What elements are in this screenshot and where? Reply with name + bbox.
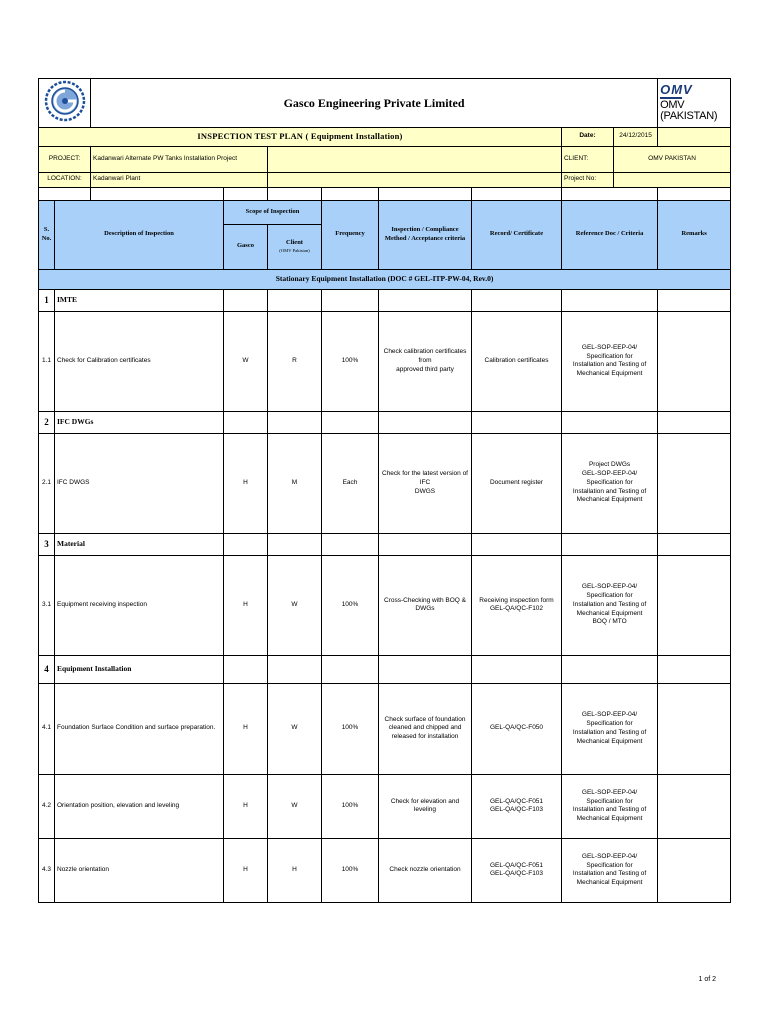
section-number: 1 <box>39 289 55 311</box>
row-frequency: 100% <box>322 311 379 411</box>
client-value: OMV PAKISTAN <box>614 146 731 172</box>
row-method: Check nozzle orientation <box>379 838 472 902</box>
row-remarks <box>658 555 731 655</box>
omv-logo-mark: OMV <box>660 81 693 97</box>
stationary-title-row <box>39 269 731 289</box>
row-remarks <box>658 433 731 533</box>
row-reference: GEL-SOP-EEP-04/ Specification for Installation and Testing of Mechanical Equipment BOQ / MTO <box>562 555 658 655</box>
table-row <box>39 683 731 774</box>
row-gasco: W <box>224 311 268 411</box>
project-blank <box>268 146 562 172</box>
col-description: Description of Inspection <box>55 200 224 269</box>
row-remarks <box>658 311 731 411</box>
row-client: W <box>268 555 322 655</box>
inspection-test-plan-table <box>38 78 731 903</box>
location-row <box>39 172 731 187</box>
omv-logo-text: OMV (PAKISTAN) <box>660 98 718 123</box>
row-gasco: H <box>224 555 268 655</box>
col-record: Record/ Certificate <box>472 200 562 269</box>
omv-logo <box>658 79 731 128</box>
date-value: 24/12/2015 <box>614 127 658 146</box>
col-remarks: Remarks <box>658 200 731 269</box>
section-title: IFC DWGs <box>55 411 224 433</box>
page-indicator: 1 of 2 <box>698 976 716 983</box>
row-number: 3.1 <box>39 555 55 655</box>
section-row <box>39 411 731 433</box>
row-record: GEL-QA/QC-F051 GEL-QA/QC-F103 <box>472 838 562 902</box>
row-record: Receiving inspection form GEL-QA/QC-F102 <box>472 555 562 655</box>
row-description: Equipment receiving inspection <box>55 555 224 655</box>
row-method: Cross-Checking with BOQ & DWGs <box>379 555 472 655</box>
plan-title-row <box>39 127 731 146</box>
table-row <box>39 433 731 533</box>
row-reference: GEL-SOP-EEP-04/ Specification for Installation and Testing of Mechanical Equipment <box>562 683 658 774</box>
section-title: IMTE <box>55 289 224 311</box>
section-row <box>39 533 731 555</box>
row-method: Check surface of foundation cleaned and chipped and released for installation <box>379 683 472 774</box>
location-label: LOCATION: <box>39 172 91 187</box>
row-frequency: 100% <box>322 555 379 655</box>
row-number: 1.1 <box>39 311 55 411</box>
project-label: PROJECT: <box>39 146 91 172</box>
section-row <box>39 655 731 683</box>
plan-title: INSPECTION TEST PLAN ( Equipment Installation) <box>39 127 562 146</box>
row-remarks <box>658 683 731 774</box>
col-client-sub: (OMV Pakistan) <box>279 248 310 254</box>
row-frequency: 100% <box>322 838 379 902</box>
company-header-row <box>39 79 731 128</box>
col-sno: S. No. <box>39 200 55 269</box>
gasco-logo <box>39 79 91 128</box>
row-reference: GEL-SOP-EEP-04/ Specification for Installation and Testing of Mechanical Equipment <box>562 774 658 838</box>
row-description: Check for Calibration certificates <box>55 311 224 411</box>
row-number: 4.2 <box>39 774 55 838</box>
row-frequency: Each <box>322 433 379 533</box>
col-client-label: Client <box>286 239 303 247</box>
row-record: GEL-QA/QC-F051 GEL-QA/QC-F103 <box>472 774 562 838</box>
row-record: GEL-QA/QC-F050 <box>472 683 562 774</box>
row-frequency: 100% <box>322 774 379 838</box>
client-label: CLIENT: <box>562 146 614 172</box>
gasco-logo-icon <box>43 79 87 123</box>
row-method: Check for elevation and leveling <box>379 774 472 838</box>
col-frequency: Frequency <box>322 200 379 269</box>
section-row <box>39 289 731 311</box>
row-record: Calibration certificates <box>472 311 562 411</box>
row-gasco: H <box>224 774 268 838</box>
date-label: Date: <box>562 127 614 146</box>
col-reference: Reference Doc / Criteria <box>562 200 658 269</box>
row-gasco: H <box>224 433 268 533</box>
company-name: Gasco Engineering Private Limited <box>91 79 658 128</box>
row-method: Check for the latest version of IFC DWGS <box>379 433 472 533</box>
table-row <box>39 311 731 411</box>
stationary-title: Stationary Equipment Installation (DOC # GEL-ITP-PW-04, Rev.0) <box>39 269 731 289</box>
location-value: Kadanwari Plant <box>91 172 268 187</box>
section-number: 2 <box>39 411 55 433</box>
row-client: W <box>268 774 322 838</box>
row-remarks <box>658 838 731 902</box>
section-number: 4 <box>39 655 55 683</box>
row-reference: GEL-SOP-EEP-04/ Specification for Installation and Testing of Mechanical Equipment <box>562 838 658 902</box>
row-description: Foundation Surface Condition and surface preparation. <box>55 683 224 774</box>
project-no-label: Project No: <box>562 172 614 187</box>
row-method: Check calibration certificates from approved third party <box>379 311 472 411</box>
section-title: Equipment Installation <box>55 655 224 683</box>
row-client: W <box>268 683 322 774</box>
row-description: IFC DWGS <box>55 433 224 533</box>
row-client: M <box>268 433 322 533</box>
row-number: 2.1 <box>39 433 55 533</box>
row-gasco: H <box>224 838 268 902</box>
row-description: Orientation position, elevation and leveling <box>55 774 224 838</box>
row-gasco: H <box>224 683 268 774</box>
row-number: 4.3 <box>39 838 55 902</box>
spacer-row <box>39 187 731 200</box>
col-scope: Scope of Inspection <box>224 200 322 224</box>
row-client: H <box>268 838 322 902</box>
table-row <box>39 555 731 655</box>
row-record: Document register <box>472 433 562 533</box>
location-blank <box>268 172 562 187</box>
table-row <box>39 774 731 838</box>
project-row <box>39 146 731 172</box>
row-client: R <box>268 311 322 411</box>
row-reference: Project DWGs GEL-SOP-EEP-04/ Specification for Installation and Testing of Mechanical Equipment <box>562 433 658 533</box>
table-row <box>39 838 731 902</box>
row-number: 4.1 <box>39 683 55 774</box>
project-value: Kadanwari Alternate PW Tanks Installation Project <box>91 146 268 172</box>
section-title: Material <box>55 533 224 555</box>
row-remarks <box>658 774 731 838</box>
row-description: Nozzle orientation <box>55 838 224 902</box>
col-gasco: Gasco <box>224 224 268 269</box>
column-header-row-1 <box>39 200 731 224</box>
row-frequency: 100% <box>322 683 379 774</box>
row-reference: GEL-SOP-EEP-04/ Specification for Installation and Testing of Mechanical Equipment <box>562 311 658 411</box>
col-method: Inspection / Compliance Method / Acceptance criteria <box>379 200 472 269</box>
col-client <box>268 224 322 269</box>
date-blank <box>658 127 731 146</box>
section-number: 3 <box>39 533 55 555</box>
project-no-value <box>614 172 731 187</box>
